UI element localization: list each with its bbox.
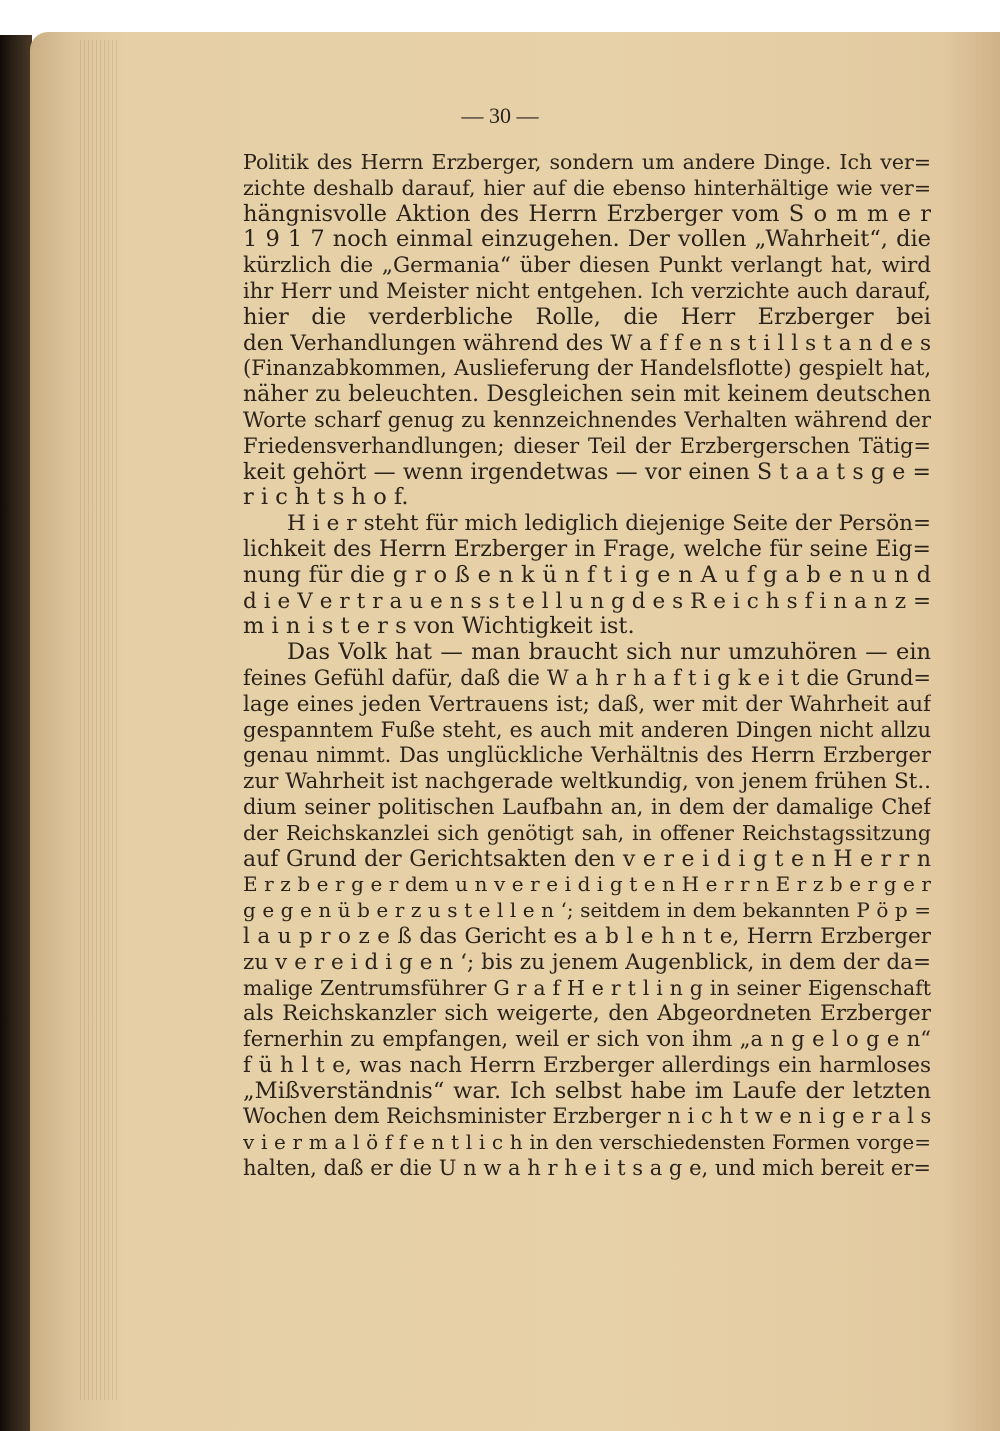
page-number: — 30 — xyxy=(461,103,539,128)
text-line: zichte deshalb darauf, hier auf die ebenso hinterhältige wie ver= xyxy=(243,175,931,200)
text-line: dium seiner politischen Laufbahn an, in dem der damalige Chef xyxy=(243,794,931,819)
text-line: auf Grund der Gerichtsakten den v e r e i d i g t e n H e r r n xyxy=(243,846,931,872)
text-line: den Verhandlungen während des W a f f e n s t i l l s t a n d e s xyxy=(243,330,931,356)
text-line: keit gehört — wenn irgendetwas — vor einen S t a a t s g e = xyxy=(243,459,931,485)
text-line: näher zu beleuchten. Desgleichen sein mit keinem deutschen xyxy=(243,382,931,408)
text-line: hängnisvolle Aktion des Herrn Erzberger vom S o m m e r xyxy=(243,201,931,227)
text-line: fernerhin zu empfangen, weil er sich von ihm „a n g e l o g e n“ xyxy=(243,1027,931,1052)
text-line: H i e r steht für mich lediglich diejenige Seite der Persön= xyxy=(287,511,931,537)
text-line: Das Volk hat — man braucht sich nur umzuhören — ein xyxy=(287,640,931,666)
text-line: lichkeit des Herrn Erzberger in Frage, welche für seine Eig= xyxy=(243,536,931,562)
text-line: malige Zentrumsführer G r a f H e r t l i n g in seiner Eigenschaft xyxy=(243,975,931,1000)
text-line: Politik des Herrn Erzberger, sondern um andere Dinge. Ich ver= xyxy=(243,150,931,174)
text-line: g e g e n ü b e r z u s t e l l e n ‘; seitdem in dem bekannten P ö p = xyxy=(243,898,931,923)
text-line: v i e r m a l ö f f e n t l i c h in den verschiedensten Formen vorge= xyxy=(243,1130,931,1155)
text-line: feines Gefühl dafür, daß die W a h r h a f t i g k e i t die Grund= xyxy=(243,665,931,690)
text-line: Friedensverhandlungen; dieser Teil der Erzbergerschen Tätig= xyxy=(243,433,931,458)
text-line: hier die verderbliche Rolle, die Herr Erzberger bei xyxy=(243,304,931,330)
text-line: l a u p r o z e ß das Gericht es a b l e h n t e, Herrn Erzberger xyxy=(243,923,931,949)
page-stack-edges xyxy=(80,40,120,1400)
text-line: Worte scharf genug zu kennzeichnendes Verhalten während der xyxy=(243,407,931,432)
text-line: „Mißverständnis“ war. Ich selbst habe im Laufe der letzten xyxy=(243,1078,931,1104)
text-line: genau nimmt. Das unglückliche Verhältnis des Herrn Erzberger xyxy=(243,743,931,768)
text-line: 1 9 1 7 noch einmal einzugehen. Der vollen „Wahrheit“, die xyxy=(243,227,931,253)
book-binding-shadow xyxy=(0,35,32,1431)
text-line: lage eines jeden Vertrauens ist; daß, wer mit der Wahrheit auf xyxy=(243,691,931,717)
text-line: m i n i s t e r s von Wichtigkeit ist. xyxy=(243,614,635,640)
text-line: (Finanzabkommen, Auslieferung der Handelsflotte) gespielt hat, xyxy=(243,356,931,381)
text-line: der Reichskanzlei sich genötigt sah, in offener Reichstagssitzung xyxy=(243,820,931,845)
body-text xyxy=(243,150,931,1182)
text-line: zu v e r e i d i g e n ‘; bis zu jenem Augenblick, in dem der da= xyxy=(243,949,931,975)
text-line: E r z b e r g e r dem u n v e r e i d i g t e n H e r r n E r z b e r g e r xyxy=(243,872,931,897)
text-line: f ü h l t e, was nach Herrn Erzberger allerdings ein harmloses xyxy=(243,1052,931,1078)
text-line: kürzlich die „Germania“ über diesen Punkt verlangt hat, wird xyxy=(243,253,931,279)
text-line: als Reichskanzler sich weigerte, den Abgeordneten Erzberger xyxy=(243,1001,931,1027)
text-line: zur Wahrheit ist nachgerade weltkundig, von jenem frühen St.. xyxy=(243,769,931,795)
text-line: r i c h t s h o f. xyxy=(243,485,409,511)
text-line: gespanntem Fuße steht, es auch mit anderen Dingen nicht allzu xyxy=(243,717,931,742)
text-line: ihr Herr und Meister nicht entgehen. Ich verzichte auch darauf, xyxy=(243,278,931,303)
text-line: nung für die g r o ß e n k ü n f t i g e n A u f g a b e n u n d xyxy=(243,562,931,588)
text-line: Wochen dem Reichsminister Erzberger n i c h t w e n i g e r a l s xyxy=(243,1104,931,1129)
text-line: d i e V e r t r a u e n s s t e l l u n g d e s R e i c h s f i n a n z = xyxy=(243,588,931,614)
text-line: halten, daß er die U n w a h r h e i t s a g e, und mich bereit er= xyxy=(243,1156,931,1181)
